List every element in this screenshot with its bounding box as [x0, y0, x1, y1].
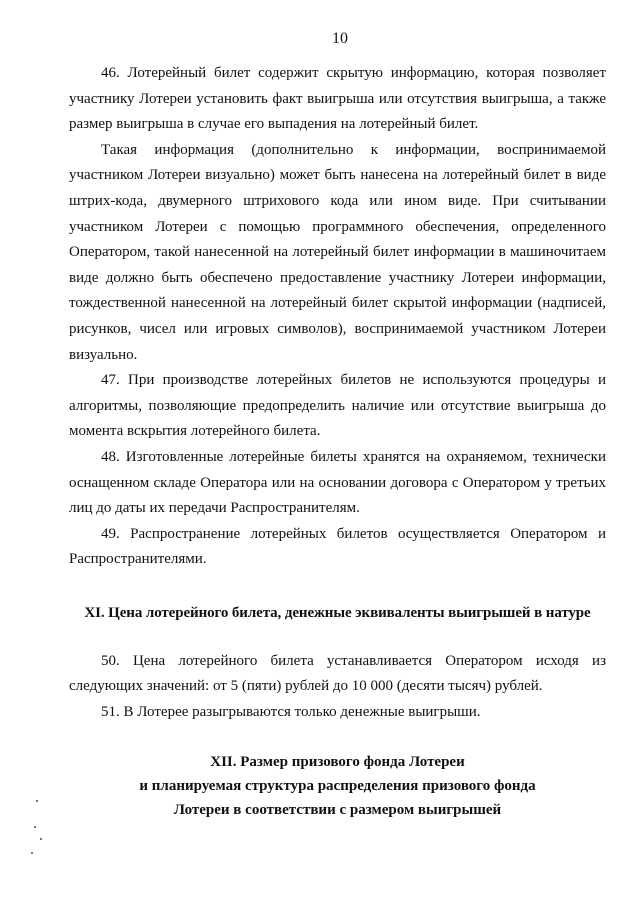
section-xii-heading-line-3: Лотереи в соответствии с размером выигрышей — [173, 801, 502, 818]
section-xi-heading: XI. Цена лотерейного билета, денежные эквиваленты выигрышей в натуре — [84, 604, 591, 621]
scan-speck — [34, 826, 36, 828]
section-xii-heading-line-1: XII. Размер призового фонда Лотереи — [210, 753, 465, 770]
section-xii-heading — [69, 750, 606, 822]
paragraph-50: 50. Цена лотерейного билета устанавливается Оператором исходя из следующих значений: от 5 (пяти) рублей до 10 000 (десяти тысяч) рублей. — [69, 652, 606, 695]
paragraph-46: 46. Лотерейный билет содержит скрытую информацию, которая позволяет участнику Лотереи установить факт выигрыша или отсутствия выигрыша, а также размер выигрыша в случае его выпадения на лотерейный билет. — [69, 65, 606, 133]
paragraph-47: 47. При производстве лотерейных билетов не используются процедуры и алгоритмы, позволяющие предопределить наличие или отсутствие выигрыша до момента вскрытия лотерейного билета. — [69, 372, 606, 440]
document-body — [69, 61, 606, 822]
paragraph-51: 51. В Лотерее разыгрываются только денежные выигрыши. — [101, 704, 481, 721]
scan-speck — [40, 838, 42, 840]
scan-speck — [36, 800, 38, 802]
page-number: 10 — [332, 30, 348, 47]
paragraph-46-details: Такая информация (дополнительно к информации, воспринимаемой участником Лотереи визуально) может быть нанесена на лотерейный билет в виде штрих-кода, двумерного штрихового кода или ином виде. При считывании участником Лотереи с помощью программного обеспечения, определенного Оператором, такой нанесенной на лотерейный билет информации в машиночитаем виде должно быть обеспечено предоставление участнику Лотереи информации, тождественной нанесенной на лотерейный билет скрытой информации (надписей, рисунков, чисел или игровых символов), воспринимаемой участником Лотереи визуально. — [69, 141, 606, 363]
scan-speck — [31, 852, 33, 854]
paragraph-49: 49. Распространение лотерейных билетов осуществляется Оператором и Распространителями. — [69, 525, 606, 568]
section-xii-heading-line-2: и планируемая структура распределения призового фонда — [139, 777, 536, 794]
paragraph-48: 48. Изготовленные лотерейные билеты хранятся на охраняемом, технически оснащенном складе Оператора или на основании договора с Оператором у третьих лиц до даты их передачи Распространителям. — [69, 448, 606, 517]
